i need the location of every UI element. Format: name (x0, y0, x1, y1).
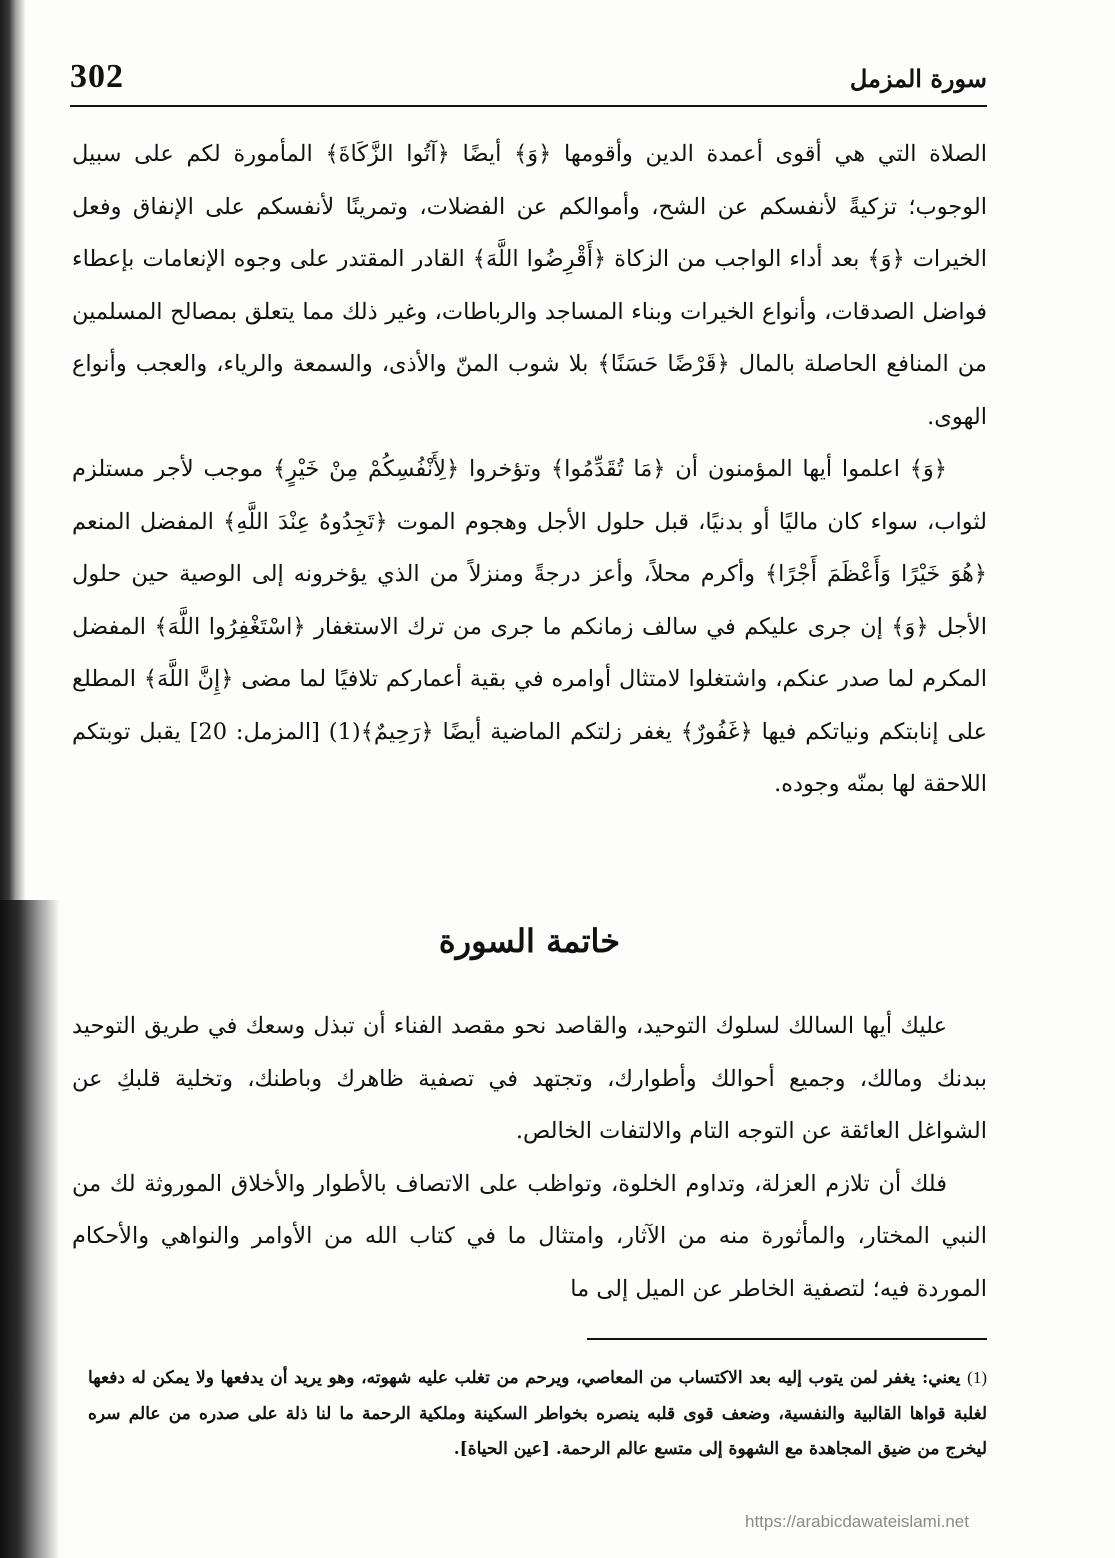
section-title: خاتمة السورة (438, 922, 621, 960)
section-text (72, 1000, 987, 1315)
footnote-rule (587, 1338, 987, 1340)
paragraph: ﴿وَ﴾ اعلموا أيها المؤمنون أن ﴿مَا تُقَدِّمُوا﴾ وتؤخروا ﴿لِأَنْفُسِكُمْ مِنْ خَيْرٍ﴾ موجب لأجر مستلزم لثواب، سواء كان ماليًا أو بدنيًا، قبل حلول الأجل وهجوم الموت ﴿تَجِدُوهُ عِنْدَ اللَّهِ﴾ المفضل المنعم ﴿هُوَ خَيْرًا وَأَعْظَمَ أَجْرًا﴾ وأكرم محلاً، وأعز درجةً ومنزلاً من الذي يؤخرونه إلى الوصية حين حلول الأجل ﴿وَ﴾ إن جرى عليكم في سالف زمانكم ما جرى من ترك الاستغفار ﴿اسْتَغْفِرُوا اللَّهَ﴾ المفضل المكرم لما صدر عنكم، واشتغلوا لامتثال أوامره في بقية أعماركم تلافيًا لما مضى ﴿إِنَّ اللَّهَ﴾ المطلع على إنابتكم ونياتكم فيها ﴿غَفُورٌ﴾ يغفر زلتكم الماضية أيضًا ﴿رَحِيمٌ﴾(1) [المزمل: 20] يقبل توبتكم اللاحقة لها بمنّه وجوده. (72, 456, 987, 797)
running-head: سورة المزمل (849, 64, 987, 93)
main-text (72, 128, 987, 811)
watermark-url: https://arabicdawateislami.net (745, 1512, 969, 1531)
binding-shadow-lower (0, 900, 60, 1558)
paragraph: فلك أن تلازم العزلة، وتداوم الخلوة، وتواظب على الاتصاف بالأطوار والأخلاق الموروثة لك من النبي المختار، والمأثورة منه من الآثار، وامتثال ما في كتاب الله من الأوامر والنواهي والأحكام الموردة فيه؛ لتصفية الخاطر عن الميل إلى ما (72, 1170, 987, 1302)
page-number: 302 (70, 58, 124, 95)
footnote-number: (1) (967, 1368, 987, 1387)
header-rule (70, 105, 987, 107)
page-header (70, 58, 987, 104)
paragraph: الصلاة التي هي أقوى أعمدة الدين وأقومها ﴿وَ﴾ أيضًا ﴿آتُوا الزَّكَاةَ﴾ المأمورة لكم على سبيل الوجوب؛ تزكيةً لأنفسكم عن الشح، وأموالكم عن الفضلات، وتمرينًا لأنفسكم على الإنفاق وفعل الخيرات ﴿وَ﴾ بعد أداء الواجب من الزكاة ﴿أَقْرِضُوا اللَّهَ﴾ القادر المقتدر على وجوه الإنعامات بإعطاء فواضل الصدقات، وأنواع الخيرات وبناء المساجد والرباطات، وغير ذلك مما يتعلق بمصالح المسلمين من المنافع الحاصلة بالمال ﴿قَرْضًا حَسَنًا﴾ بلا شوب المنّ والأذى، والسمعة والرياء، والعجب وأنواع الهوى. (72, 141, 987, 430)
footnote (88, 1360, 987, 1468)
paragraph: عليك أيها السالك لسلوك التوحيد، والقاصد نحو مقصد الفناء أن تبذل وسعك في طريق التوحيد ببدنك ومالك، وجميع أحوالك وأطوارك، وتجتهد في تصفية ظاهرك وباطنك، وتخلية قلبكِ عن الشواغل العائقة عن التوجه التام والالتفات الخالص. (72, 1013, 987, 1144)
footnote-text: يعني: يغفر لمن يتوب إليه بعد الاكتساب من المعاصي، ويرحم من تغلب عليه شهوته، وهو يريد أن يدفعها ولا يمكن له دفعها لغلبة قواها القالبية والنفسية، وضعف قوى قلبه ينصره بخواطر السكينة وملكية الرحمة ما لنا ذلة على صدره من عالم سره ليخرج من ضيق المجاهدة مع الشهوة إلى متسع عالم الرحمة. [عين الحياة]. (88, 1368, 987, 1459)
